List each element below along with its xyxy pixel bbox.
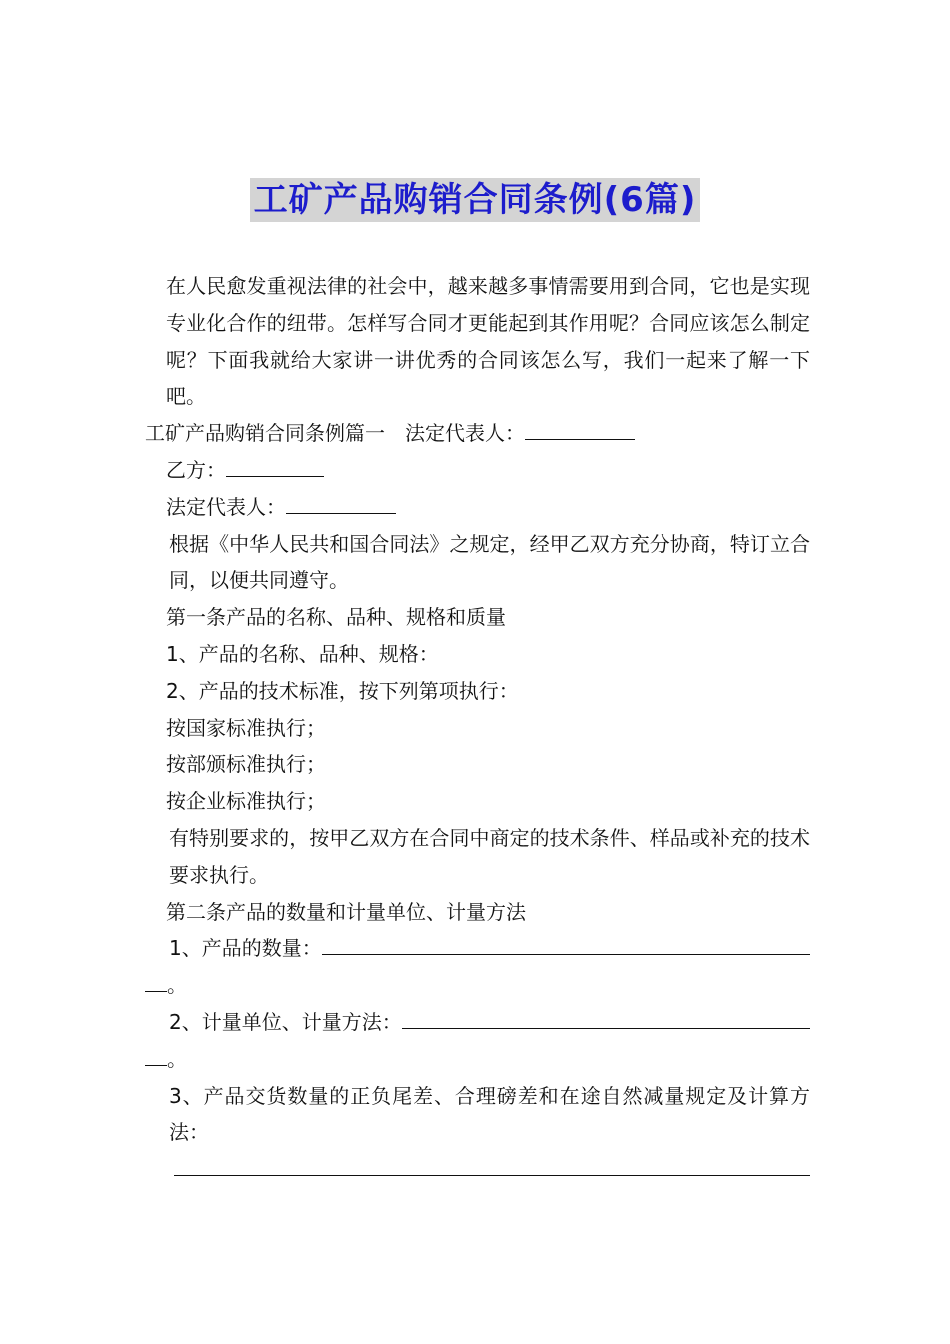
article1-item1: 1、产品的名称、品种、规格：: [166, 641, 439, 666]
intro-paragraph: 在人民愈发重视法律的社会中，越来越多事情需要用到合同，它也是实现专业化合作的纽带。怎样写合同才更能起到其作用呢？合同应该怎么制定呢？下面我就给大家讲一讲优秀的合同该怎么写，我们一起来了解一下吧。: [166, 274, 810, 409]
article2-item2-end: [145, 1041, 810, 1078]
document-title: 工矿产品购销合同条例(6篇): [250, 178, 701, 222]
article2-item2: 2、计量单位、计量方法：: [169, 1009, 402, 1034]
article1-opt2: 按部颁标准执行；: [166, 752, 326, 777]
party-b-line: [145, 452, 810, 489]
article2-item3-blank-line: [145, 1151, 810, 1176]
document-title-wrap: [0, 178, 950, 222]
document-body: [145, 268, 810, 1176]
legal-rep-label: 法定代表人：: [166, 494, 286, 519]
article2-item1: 1、产品的数量：: [169, 936, 322, 961]
blank-line: [145, 969, 167, 992]
end-mark: 。: [167, 1046, 187, 1071]
article2-item1-line: [145, 930, 810, 967]
blank-line: [174, 1151, 810, 1176]
end-mark: 。: [167, 973, 187, 998]
legal-rep-line: [145, 489, 810, 526]
article1-opt1: 按国家标准执行；: [166, 715, 326, 740]
article2-item3: 3、产品交货数量的正负尾差、合理磅差和在途自然减量规定及计算方法：: [169, 1083, 810, 1145]
blank-line: [145, 1043, 167, 1066]
basis-paragraph: 根据《中华人民共和国合同法》之规定，经甲乙双方充分协商，特订立合同，以便共同遵守。: [169, 531, 810, 593]
article1-opt3: 按企业标准执行；: [166, 789, 326, 814]
article1-item2: 2、产品的技术标准，按下列第项执行：: [166, 678, 519, 703]
blank-line: [286, 491, 396, 514]
blank-line: [525, 417, 635, 440]
article1-special: 有特别要求的，按甲乙双方在合同中商定的技术条件、样品或补充的技术要求执行。: [169, 825, 810, 887]
party-b-label: 乙方：: [166, 457, 226, 482]
heading-line-text: 工矿产品购销合同条例篇一 法定代表人：: [145, 421, 525, 446]
blank-line: [322, 930, 810, 955]
article1-title: 第一条产品的名称、品种、规格和质量: [166, 605, 506, 630]
blank-line: [402, 1004, 810, 1029]
blank-line: [226, 454, 324, 477]
article2-title: 第二条产品的数量和计量单位、计量方法: [166, 899, 526, 924]
article2-item1-end: [145, 967, 810, 1004]
article2-item2-line: [145, 1004, 810, 1041]
heading-line: [145, 415, 810, 452]
